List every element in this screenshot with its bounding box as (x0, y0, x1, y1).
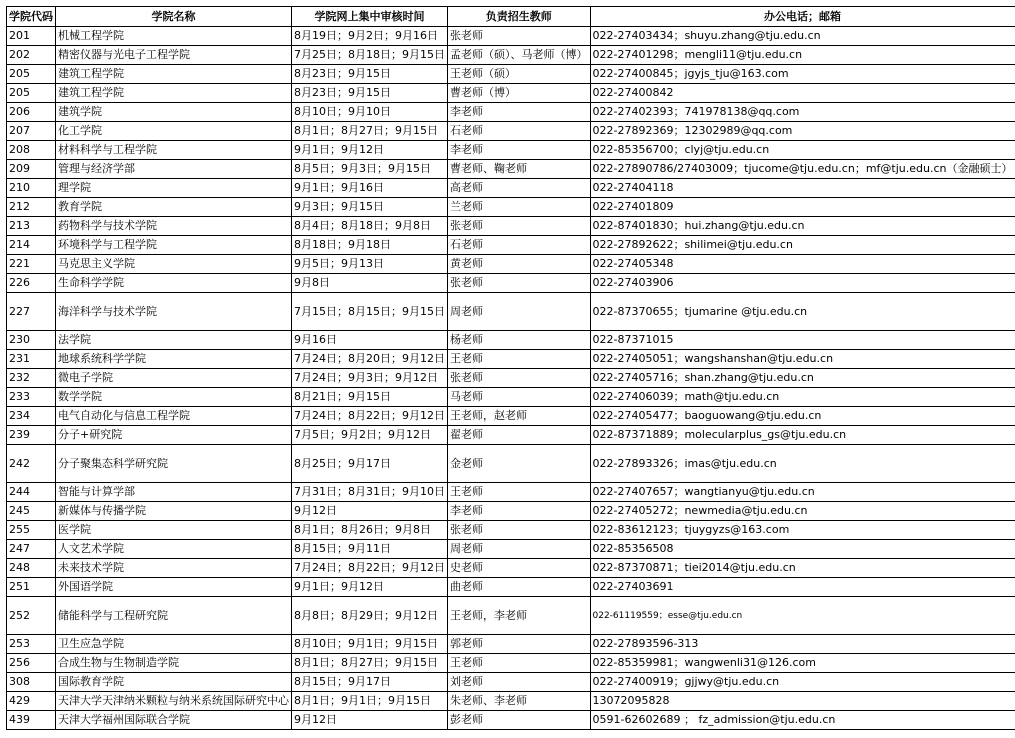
cell-name: 建筑工程学院 (56, 65, 292, 84)
cell-time: 9月8日 (292, 274, 448, 293)
cell-teacher: 石老师 (448, 122, 591, 141)
cell-teacher: 郭老师 (448, 635, 591, 654)
cell-code: 226 (7, 274, 56, 293)
cell-contact: 022-83612123；tjuygyzs@163.com (590, 521, 1015, 540)
cell-contact: 022-27405716；shan.zhang@tju.edu.cn (590, 369, 1015, 388)
table-row (7, 27, 1015, 46)
header-contact: 办公电话；邮箱 (590, 7, 1015, 27)
cell-time: 7月24日；8月22日；9月12日 (292, 559, 448, 578)
cell-code: 230 (7, 331, 56, 350)
cell-teacher: 王老师（硕） (448, 65, 591, 84)
cell-code: 209 (7, 160, 56, 179)
cell-time: 8月23日；9月15日 (292, 65, 448, 84)
cell-contact: 022-87370871；tiei2014@tju.edu.cn (590, 559, 1015, 578)
cell-name: 智能与计算学部 (56, 483, 292, 502)
cell-time: 7月5日；9月2日；9月12日 (292, 426, 448, 445)
cell-code: 255 (7, 521, 56, 540)
cell-contact: 022-27890786/27403009；tjucome@tju.edu.cn；mf@tju.edu.cn（金融硕士） (590, 160, 1015, 179)
cell-code: 252 (7, 597, 56, 635)
cell-teacher: 王老师 (448, 350, 591, 369)
cell-contact: 022-87371015 (590, 331, 1015, 350)
table-row (7, 483, 1015, 502)
cell-contact: 022-85356508 (590, 540, 1015, 559)
cell-contact: 022-27406039；math@tju.edu.cn (590, 388, 1015, 407)
cell-time: 9月12日 (292, 502, 448, 521)
cell-teacher: 李老师 (448, 502, 591, 521)
cell-teacher: 彭老师 (448, 711, 591, 730)
cell-time: 8月1日；8月26日；9月8日 (292, 521, 448, 540)
table-row (7, 122, 1015, 141)
cell-teacher: 张老师 (448, 274, 591, 293)
cell-time: 8月19日；9月2日；9月16日 (292, 27, 448, 46)
cell-contact: 022-27893326；imas@tju.edu.cn (590, 445, 1015, 483)
cell-code: 210 (7, 179, 56, 198)
cell-name: 国际教育学院 (56, 673, 292, 692)
cell-contact: 022-27892369；12302989@qq.com (590, 122, 1015, 141)
cell-name: 教育学院 (56, 198, 292, 217)
cell-code: 201 (7, 27, 56, 46)
header-time: 学院网上集中审核时间 (292, 7, 448, 27)
cell-contact: 022-87401830；hui.zhang@tju.edu.cn (590, 217, 1015, 236)
cell-contact: 022-27893596-313 (590, 635, 1015, 654)
cell-teacher: 周老师 (448, 540, 591, 559)
cell-code: 247 (7, 540, 56, 559)
cell-time: 8月5日；9月3日；9月15日 (292, 160, 448, 179)
cell-contact: 022-27892622；shilimei@tju.edu.cn (590, 236, 1015, 255)
cell-time: 7月24日；8月22日；9月12日 (292, 407, 448, 426)
cell-teacher: 王老师 (448, 654, 591, 673)
cell-contact: 022-85359981；wangwenli31@126.com (590, 654, 1015, 673)
cell-code: 213 (7, 217, 56, 236)
cell-contact: 022-27404118 (590, 179, 1015, 198)
cell-code: 227 (7, 293, 56, 331)
cell-name: 建筑学院 (56, 103, 292, 122)
cell-time: 7月24日；8月20日；9月12日 (292, 350, 448, 369)
cell-contact: 022-27405051；wangshanshan@tju.edu.cn (590, 350, 1015, 369)
admission-table-container (6, 6, 1015, 730)
cell-code: 245 (7, 502, 56, 521)
cell-contact: 022-27405348 (590, 255, 1015, 274)
cell-teacher: 王老师，赵老师 (448, 407, 591, 426)
cell-time: 8月1日；8月27日；9月15日 (292, 654, 448, 673)
cell-time: 7月31日；8月31日；9月10日 (292, 483, 448, 502)
cell-teacher: 李老师 (448, 103, 591, 122)
table-row (7, 255, 1015, 274)
cell-code: 308 (7, 673, 56, 692)
cell-code: 202 (7, 46, 56, 65)
cell-teacher: 石老师 (448, 236, 591, 255)
cell-time: 8月21日；9月15日 (292, 388, 448, 407)
cell-time: 8月1日；9月1日；9月15日 (292, 692, 448, 711)
cell-time: 9月1日；9月16日 (292, 179, 448, 198)
cell-name: 合成生物与生物制造学院 (56, 654, 292, 673)
table-row (7, 350, 1015, 369)
cell-name: 材料科学与工程学院 (56, 141, 292, 160)
table-row (7, 635, 1015, 654)
table-row (7, 217, 1015, 236)
cell-code: 231 (7, 350, 56, 369)
cell-contact: 022-27405272；newmedia@tju.edu.cn (590, 502, 1015, 521)
table-body (7, 27, 1015, 730)
cell-name: 化工学院 (56, 122, 292, 141)
cell-contact: 022-27401298；mengli11@tju.edu.cn (590, 46, 1015, 65)
cell-teacher: 翟老师 (448, 426, 591, 445)
cell-teacher: 周老师 (448, 293, 591, 331)
cell-time: 9月1日；9月12日 (292, 141, 448, 160)
cell-name: 分子+研究院 (56, 426, 292, 445)
table-row (7, 103, 1015, 122)
cell-code: 207 (7, 122, 56, 141)
cell-time: 7月24日；9月3日；9月12日 (292, 369, 448, 388)
table-row (7, 540, 1015, 559)
cell-name: 精密仪器与光电子工程学院 (56, 46, 292, 65)
cell-code: 242 (7, 445, 56, 483)
cell-name: 医学院 (56, 521, 292, 540)
cell-code: 221 (7, 255, 56, 274)
cell-code: 205 (7, 65, 56, 84)
cell-code: 232 (7, 369, 56, 388)
table-row (7, 692, 1015, 711)
table-row (7, 711, 1015, 730)
cell-teacher: 张老师 (448, 369, 591, 388)
cell-time: 8月23日；9月15日 (292, 84, 448, 103)
cell-contact: 022-27405477；baoguowang@tju.edu.cn (590, 407, 1015, 426)
cell-teacher: 曲老师 (448, 578, 591, 597)
table-row (7, 445, 1015, 483)
cell-code: 206 (7, 103, 56, 122)
cell-teacher: 王老师 (448, 483, 591, 502)
cell-teacher: 刘老师 (448, 673, 591, 692)
cell-time: 8月10日；9月10日 (292, 103, 448, 122)
table-row (7, 654, 1015, 673)
table-row (7, 65, 1015, 84)
cell-contact: 022-27400842 (590, 84, 1015, 103)
cell-code: 234 (7, 407, 56, 426)
cell-name: 法学院 (56, 331, 292, 350)
table-row (7, 179, 1015, 198)
cell-teacher: 张老师 (448, 521, 591, 540)
admission-table (6, 6, 1015, 730)
header-teacher: 负责招生教师 (448, 7, 591, 27)
cell-teacher: 朱老师、李老师 (448, 692, 591, 711)
table-row (7, 578, 1015, 597)
cell-code: 208 (7, 141, 56, 160)
cell-contact: 13072095828 (590, 692, 1015, 711)
cell-teacher: 孟老师（硕）、马老师（博） (448, 46, 591, 65)
cell-contact: 022-27403691 (590, 578, 1015, 597)
table-row (7, 274, 1015, 293)
cell-code: 253 (7, 635, 56, 654)
cell-teacher: 高老师 (448, 179, 591, 198)
table-row (7, 426, 1015, 445)
table-row (7, 198, 1015, 217)
cell-contact: 022-27401809 (590, 198, 1015, 217)
cell-time: 8月18日；9月18日 (292, 236, 448, 255)
cell-contact: 022-27400919；gjjwy@tju.edu.cn (590, 673, 1015, 692)
cell-time: 8月25日；9月17日 (292, 445, 448, 483)
cell-name: 电气自动化与信息工程学院 (56, 407, 292, 426)
table-row (7, 502, 1015, 521)
cell-contact: 0591-62602689 ； fz_admission@tju.edu.cn (590, 711, 1015, 730)
cell-name: 理学院 (56, 179, 292, 198)
cell-time: 9月1日；9月12日 (292, 578, 448, 597)
cell-code: 248 (7, 559, 56, 578)
table-row (7, 160, 1015, 179)
cell-time: 9月12日 (292, 711, 448, 730)
cell-name: 卫生应急学院 (56, 635, 292, 654)
table-row (7, 141, 1015, 160)
cell-name: 储能科学与工程研究院 (56, 597, 292, 635)
cell-contact: 022-27402393；741978138@qq.com (590, 103, 1015, 122)
cell-teacher: 马老师 (448, 388, 591, 407)
cell-teacher: 曹老师（博） (448, 84, 591, 103)
cell-time: 8月10日；9月1日；9月15日 (292, 635, 448, 654)
cell-code: 256 (7, 654, 56, 673)
cell-name: 数学学院 (56, 388, 292, 407)
cell-code: 244 (7, 483, 56, 502)
table-row (7, 236, 1015, 255)
cell-teacher: 张老师 (448, 27, 591, 46)
header-name: 学院名称 (56, 7, 292, 27)
cell-teacher: 兰老师 (448, 198, 591, 217)
cell-name: 新媒体与传播学院 (56, 502, 292, 521)
cell-code: 239 (7, 426, 56, 445)
cell-teacher: 张老师 (448, 217, 591, 236)
cell-name: 机械工程学院 (56, 27, 292, 46)
cell-name: 未来技术学院 (56, 559, 292, 578)
cell-name: 天津大学天津纳米颗粒与纳米系统国际研究中心 (56, 692, 292, 711)
cell-time: 8月15日；9月11日 (292, 540, 448, 559)
cell-name: 马克思主义学院 (56, 255, 292, 274)
cell-contact: 022-27407657；wangtianyu@tju.edu.cn (590, 483, 1015, 502)
table-row (7, 46, 1015, 65)
cell-time: 9月5日；9月13日 (292, 255, 448, 274)
cell-time: 8月4日；8月18日；9月8日 (292, 217, 448, 236)
cell-time: 8月15日；9月17日 (292, 673, 448, 692)
table-row (7, 407, 1015, 426)
cell-time: 7月25日；8月18日；9月15日 (292, 46, 448, 65)
cell-time: 7月15日；8月15日；9月15日 (292, 293, 448, 331)
cell-teacher: 王老师，李老师 (448, 597, 591, 635)
cell-contact: 022-87371889；molecularplus_gs@tju.edu.cn (590, 426, 1015, 445)
header-code: 学院代码 (7, 7, 56, 27)
cell-name: 管理与经济学部 (56, 160, 292, 179)
cell-name: 地球系统科学学院 (56, 350, 292, 369)
cell-time: 8月8日；8月29日；9月12日 (292, 597, 448, 635)
cell-contact: 022-85356700；clyj@tju.edu.cn (590, 141, 1015, 160)
cell-teacher: 金老师 (448, 445, 591, 483)
cell-teacher: 李老师 (448, 141, 591, 160)
cell-teacher: 黄老师 (448, 255, 591, 274)
cell-teacher: 杨老师 (448, 331, 591, 350)
cell-name: 微电子学院 (56, 369, 292, 388)
cell-time: 8月1日；8月27日；9月15日 (292, 122, 448, 141)
cell-code: 429 (7, 692, 56, 711)
cell-contact: 022-27403434；shuyu.zhang@tju.edu.cn (590, 27, 1015, 46)
cell-name: 分子聚集态科学研究院 (56, 445, 292, 483)
cell-time: 9月16日 (292, 331, 448, 350)
cell-code: 212 (7, 198, 56, 217)
cell-contact: 022-87370655；tjumarine @tju.edu.cn (590, 293, 1015, 331)
cell-name: 外国语学院 (56, 578, 292, 597)
cell-name: 生命科学学院 (56, 274, 292, 293)
cell-name: 药物科学与技术学院 (56, 217, 292, 236)
cell-contact: 022-27403906 (590, 274, 1015, 293)
cell-code: 214 (7, 236, 56, 255)
cell-name: 天津大学福州国际联合学院 (56, 711, 292, 730)
cell-code: 233 (7, 388, 56, 407)
table-row (7, 597, 1015, 635)
table-row (7, 369, 1015, 388)
table-row (7, 388, 1015, 407)
header-row (7, 7, 1015, 27)
cell-time: 9月3日；9月15日 (292, 198, 448, 217)
cell-name: 环境科学与工程学院 (56, 236, 292, 255)
table-row (7, 293, 1015, 331)
cell-code: 205 (7, 84, 56, 103)
table-row (7, 521, 1015, 540)
table-row (7, 559, 1015, 578)
table-row (7, 673, 1015, 692)
cell-name: 建筑工程学院 (56, 84, 292, 103)
cell-code: 439 (7, 711, 56, 730)
cell-code: 251 (7, 578, 56, 597)
table-row (7, 84, 1015, 103)
cell-contact: 022-27400845；jgyjs_tju@163.com (590, 65, 1015, 84)
cell-teacher: 曹老师、鞠老师 (448, 160, 591, 179)
cell-contact: 022-61119559；esse@tju.edu.cn (590, 597, 1015, 635)
cell-name: 海洋科学与技术学院 (56, 293, 292, 331)
cell-name: 人文艺术学院 (56, 540, 292, 559)
cell-teacher: 史老师 (448, 559, 591, 578)
table-row (7, 331, 1015, 350)
